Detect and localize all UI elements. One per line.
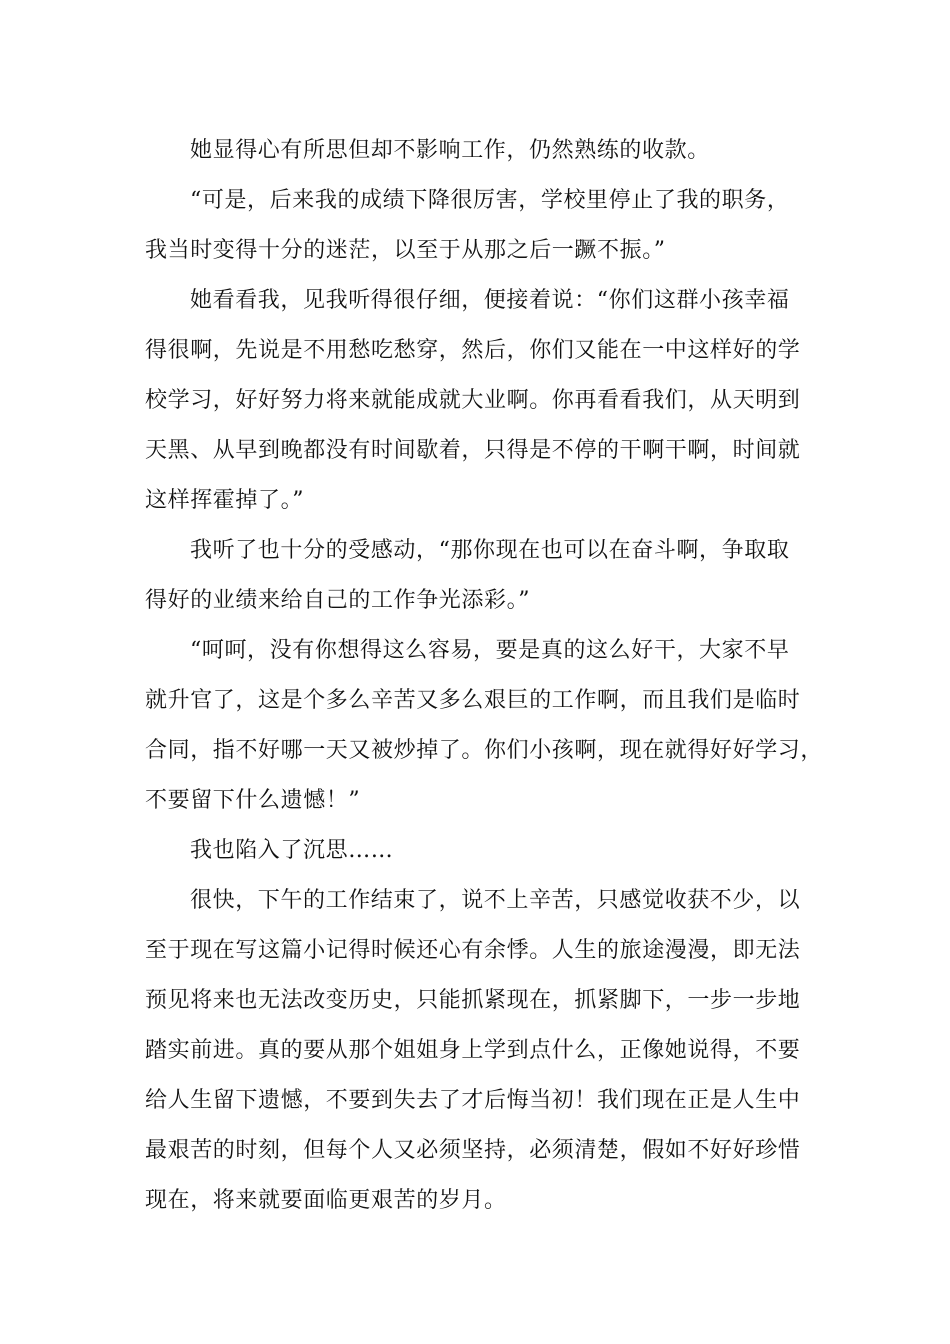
paragraph-7-line-6: 最艰苦的时刻，但每个人又必须坚持，必须清楚，假如不好好珍惜	[145, 1138, 801, 1163]
paragraph-3-line-2: 得很啊，先说是不用愁吃愁穿，然后，你们又能在一中这样好的学	[145, 338, 801, 363]
paragraph-3-line-5: 这样挥霍掉了。”	[145, 488, 305, 513]
paragraph-1-line-1: 她显得心有所思但却不影响工作，仍然熟练的收款。	[190, 138, 710, 163]
paragraph-7-line-4: 踏实前进。真的要从那个姐姐身上学到点什么，正像她说得，不要	[145, 1038, 801, 1063]
paragraph-3-line-3: 校学习，好好努力将来就能成就大业啊。你再看看我们，从天明到	[145, 388, 801, 413]
paragraph-7-line-3: 预见将来也无法改变历史，只能抓紧现在，抓紧脚下，一步一步地	[145, 988, 801, 1013]
paragraph-7-line-5: 给人生留下遗憾，不要到失去了才后悔当初！我们现在正是人生中	[145, 1088, 801, 1113]
paragraph-7-line-2: 至于现在写这篇小记得时候还心有余悸。人生的旅途漫漫，即无法	[145, 938, 801, 963]
paragraph-7-line-7: 现在，将来就要面临更艰苦的岁月。	[145, 1188, 507, 1213]
paragraph-2-line-1: “可是，后来我的成绩下降很厉害，学校里停止了我的职务，	[190, 188, 790, 213]
paragraph-3-line-1: 她看看我，见我听得很仔细，便接着说：“你们这群小孩幸福	[190, 288, 790, 313]
paragraph-5-line-1: “呵呵，没有你想得这么容易，要是真的这么好干，大家不早	[190, 638, 790, 663]
paragraph-3-line-4: 天黑、从早到晚都没有时间歇着，只得是不停的干啊干啊，时间就	[145, 438, 801, 463]
paragraph-5-line-2: 就升官了，这是个多么辛苦又多么艰巨的工作啊，而且我们是临时	[145, 688, 801, 713]
paragraph-4-line-1: 我听了也十分的受感动，“那你现在也可以在奋斗啊，争取取	[190, 538, 790, 563]
paragraph-5-line-3: 合同，指不好哪一天又被炒掉了。你们小孩啊，现在就得好好学习，	[145, 738, 824, 763]
paragraph-2-line-2: 我当时变得十分的迷茫，以至于从那之后一蹶不振。”	[145, 238, 666, 263]
paragraph-7-line-1: 很快，下午的工作结束了，说不上辛苦，只感觉收获不少，以	[190, 888, 801, 913]
paragraph-6-line-1: 我也陷入了沉思……	[190, 838, 394, 863]
paragraph-4-line-2: 得好的业绩来给自己的工作争光添彩。”	[145, 588, 531, 613]
paragraph-5-line-4: 不要留下什么遗憾！”	[145, 788, 361, 813]
